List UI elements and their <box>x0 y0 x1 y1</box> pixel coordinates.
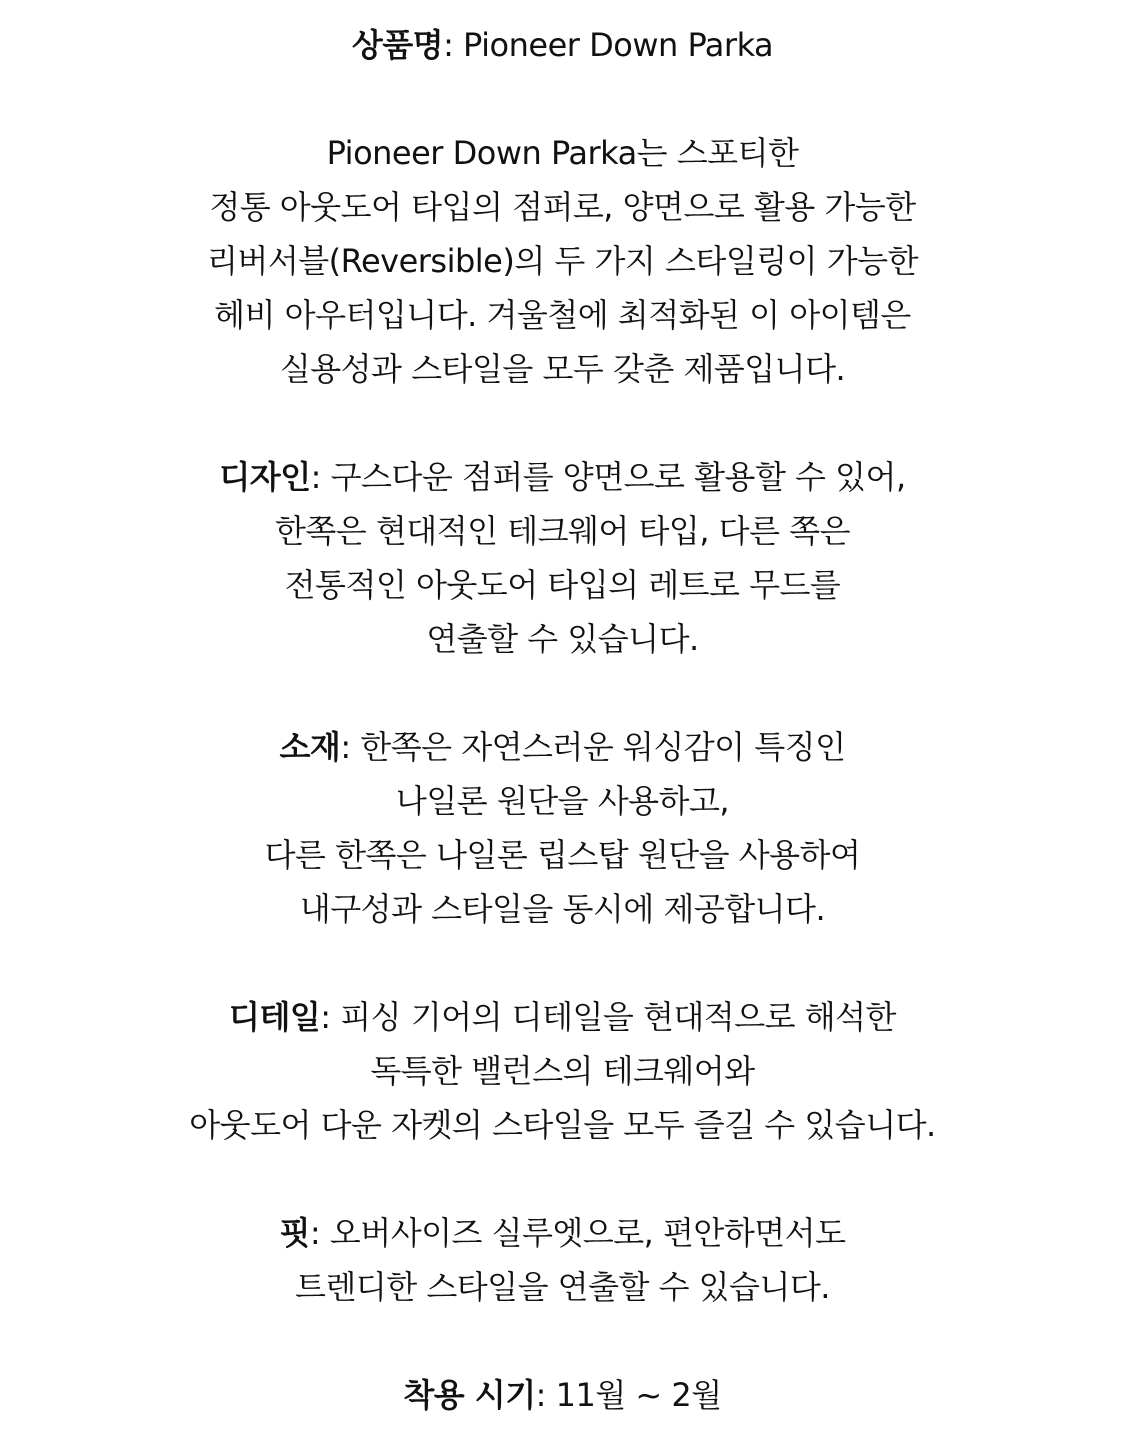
fit-line: 트렌디한 스타일을 연출할 수 있습니다. <box>295 1268 830 1306</box>
fit-paragraph <box>0 1206 1125 1314</box>
intro-line: Pioneer Down Parka는 스포티한 <box>326 134 799 172</box>
material-line: 다른 한쪽은 나일론 립스탑 원단을 사용하여 <box>264 836 861 874</box>
intro-line: 헤비 아우터입니다. 겨울철에 최적화된 이 아이템은 <box>214 296 911 334</box>
material-line: 내구성과 스타일을 동시에 제공합니다. <box>299 890 826 928</box>
detail-separator: : <box>320 998 341 1036</box>
design-line: 한쪽은 현대적인 테크웨어 타입, 다른 쪽은 <box>274 512 851 550</box>
fit-separator: : <box>309 1214 330 1252</box>
season-paragraph <box>0 1368 1125 1422</box>
fit-label: 핏 <box>279 1214 310 1252</box>
detail-first-text: 피싱 기어의 디테일을 현대적으로 해석한 <box>340 998 896 1036</box>
design-first-text: 구스다운 점퍼를 양면으로 활용할 수 있어, <box>330 458 906 496</box>
design-line: 연출할 수 있습니다. <box>426 620 699 658</box>
detail-line: 아웃도어 다운 자켓의 스타일을 모두 즐길 수 있습니다. <box>189 1106 936 1144</box>
material-paragraph <box>0 720 1125 936</box>
detail-first-line <box>0 990 1125 1044</box>
detail-line: 독특한 밸런스의 테크웨어와 <box>370 1052 755 1090</box>
product-name-line <box>0 18 1125 72</box>
intro-line: 리버서블(Reversible)의 두 가지 스타일링이 가능한 <box>207 242 918 280</box>
design-label: 디자인 <box>219 458 311 496</box>
product-name-paragraph <box>0 18 1125 72</box>
season-label: 착용 시기 <box>403 1376 536 1414</box>
fit-first-text: 오버사이즈 실루엣으로, 편안하면서도 <box>329 1214 846 1252</box>
material-first-line <box>0 720 1125 774</box>
detail-paragraph <box>0 990 1125 1152</box>
design-paragraph <box>0 450 1125 666</box>
material-line: 나일론 원단을 사용하고, <box>395 782 730 820</box>
spacer <box>0 666 1125 720</box>
design-separator: : <box>310 458 331 496</box>
material-label: 소재 <box>279 728 341 766</box>
material-first-text: 한쪽은 자연스러운 워싱감이 특징인 <box>360 728 846 766</box>
product-name-separator: : <box>443 26 464 64</box>
product-name-label: 상품명 <box>351 26 444 64</box>
intro-paragraph <box>0 126 1125 396</box>
spacer <box>0 396 1125 450</box>
fit-first-line <box>0 1206 1125 1260</box>
product-name-value: Pioneer Down Parka <box>463 26 774 64</box>
design-first-line <box>0 450 1125 504</box>
detail-label: 디테일 <box>229 998 321 1036</box>
spacer <box>0 72 1125 126</box>
spacer <box>0 1152 1125 1206</box>
intro-line: 실용성과 스타일을 모두 갖춘 제품입니다. <box>279 350 846 388</box>
spacer <box>0 1314 1125 1368</box>
season-separator: : <box>535 1376 556 1414</box>
spacer <box>0 936 1125 990</box>
intro-line: 정통 아웃도어 타입의 점퍼로, 양면으로 활용 가능한 <box>209 188 916 226</box>
season-line <box>0 1368 1125 1422</box>
season-value: 11월 ~ 2월 <box>555 1376 722 1414</box>
material-separator: : <box>340 728 361 766</box>
design-line: 전통적인 아웃도어 타입의 레트로 무드를 <box>284 566 841 604</box>
